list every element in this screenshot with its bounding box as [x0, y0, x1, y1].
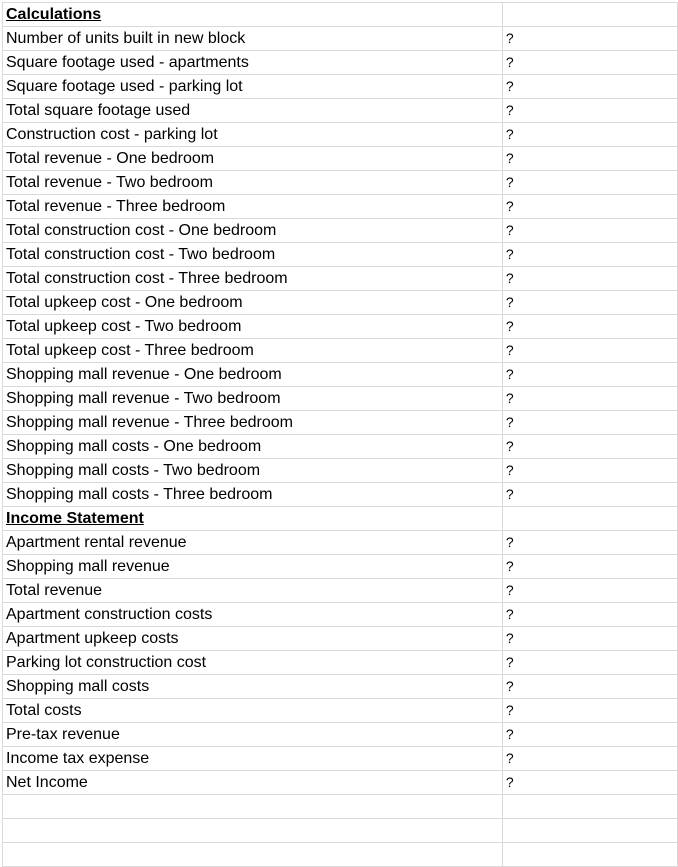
- value-cell[interactable]: ?: [502, 435, 677, 459]
- value-cell[interactable]: ?: [502, 99, 677, 123]
- table-row: [3, 27, 678, 51]
- table-row: [3, 195, 678, 219]
- table-row: [3, 99, 678, 123]
- value-cell[interactable]: ?: [502, 195, 677, 219]
- label-cell[interactable]: [3, 795, 503, 819]
- value-cell[interactable]: ?: [502, 651, 677, 675]
- table-row: [3, 843, 678, 867]
- value-cell[interactable]: ?: [502, 531, 677, 555]
- value-cell[interactable]: ?: [502, 387, 677, 411]
- section-heading-cell[interactable]: Calculations: [3, 3, 503, 27]
- label-cell[interactable]: Total construction cost - One bedroom: [3, 219, 503, 243]
- table-row: [3, 123, 678, 147]
- table-row: [3, 459, 678, 483]
- section-heading-cell[interactable]: Income Statement: [3, 507, 503, 531]
- value-cell[interactable]: ?: [502, 363, 677, 387]
- spreadsheet-grid: [2, 2, 678, 867]
- value-cell[interactable]: ?: [502, 603, 677, 627]
- table-row: [3, 819, 678, 843]
- label-cell[interactable]: Number of units built in new block: [3, 27, 503, 51]
- value-cell[interactable]: [502, 819, 677, 843]
- label-cell[interactable]: Total construction cost - Two bedroom: [3, 243, 503, 267]
- table-row: [3, 747, 678, 771]
- table-row: [3, 723, 678, 747]
- value-cell[interactable]: [502, 3, 677, 27]
- label-cell[interactable]: Parking lot construction cost: [3, 651, 503, 675]
- value-cell[interactable]: ?: [502, 747, 677, 771]
- label-cell[interactable]: Net Income: [3, 771, 503, 795]
- value-cell[interactable]: ?: [502, 27, 677, 51]
- table-row: [3, 219, 678, 243]
- label-cell[interactable]: Apartment construction costs: [3, 603, 503, 627]
- table-row: [3, 315, 678, 339]
- value-cell[interactable]: ?: [502, 339, 677, 363]
- table-row: [3, 387, 678, 411]
- value-cell[interactable]: ?: [502, 147, 677, 171]
- label-cell[interactable]: Square footage used - apartments: [3, 51, 503, 75]
- label-cell[interactable]: Shopping mall revenue - Three bedroom: [3, 411, 503, 435]
- table-row: [3, 411, 678, 435]
- table-row: [3, 483, 678, 507]
- label-cell[interactable]: Total costs: [3, 699, 503, 723]
- value-cell[interactable]: ?: [502, 699, 677, 723]
- table-row: [3, 675, 678, 699]
- table-row: [3, 555, 678, 579]
- value-cell[interactable]: ?: [502, 123, 677, 147]
- label-cell[interactable]: Apartment rental revenue: [3, 531, 503, 555]
- value-cell[interactable]: ?: [502, 219, 677, 243]
- table-row: [3, 699, 678, 723]
- value-cell[interactable]: ?: [502, 243, 677, 267]
- label-cell[interactable]: Shopping mall costs: [3, 675, 503, 699]
- label-cell[interactable]: Total construction cost - Three bedroom: [3, 267, 503, 291]
- value-cell[interactable]: ?: [502, 315, 677, 339]
- table-row: [3, 51, 678, 75]
- value-cell[interactable]: ?: [502, 555, 677, 579]
- label-cell[interactable]: Total upkeep cost - Three bedroom: [3, 339, 503, 363]
- value-cell[interactable]: ?: [502, 579, 677, 603]
- table-row: [3, 603, 678, 627]
- label-cell[interactable]: [3, 843, 503, 867]
- label-cell[interactable]: Total upkeep cost - One bedroom: [3, 291, 503, 315]
- label-cell[interactable]: Total revenue - Three bedroom: [3, 195, 503, 219]
- value-cell[interactable]: [502, 795, 677, 819]
- section-header-row: [3, 3, 678, 27]
- table-row: [3, 771, 678, 795]
- table-row: [3, 171, 678, 195]
- label-cell[interactable]: Total square footage used: [3, 99, 503, 123]
- table-row: [3, 267, 678, 291]
- label-cell[interactable]: Shopping mall costs - Two bedroom: [3, 459, 503, 483]
- value-cell[interactable]: ?: [502, 171, 677, 195]
- label-cell[interactable]: Shopping mall costs - One bedroom: [3, 435, 503, 459]
- value-cell[interactable]: ?: [502, 483, 677, 507]
- table-row: [3, 363, 678, 387]
- label-cell[interactable]: Apartment upkeep costs: [3, 627, 503, 651]
- label-cell[interactable]: Square footage used - parking lot: [3, 75, 503, 99]
- table-row: [3, 243, 678, 267]
- label-cell[interactable]: Pre-tax revenue: [3, 723, 503, 747]
- value-cell[interactable]: ?: [502, 75, 677, 99]
- table-row: [3, 579, 678, 603]
- value-cell[interactable]: ?: [502, 267, 677, 291]
- section-header-row: [3, 507, 678, 531]
- value-cell[interactable]: [502, 843, 677, 867]
- value-cell[interactable]: ?: [502, 411, 677, 435]
- label-cell[interactable]: Shopping mall revenue - One bedroom: [3, 363, 503, 387]
- label-cell[interactable]: Total upkeep cost - Two bedroom: [3, 315, 503, 339]
- label-cell[interactable]: Total revenue - One bedroom: [3, 147, 503, 171]
- table-row: [3, 531, 678, 555]
- label-cell[interactable]: [3, 819, 503, 843]
- table-row: [3, 147, 678, 171]
- value-cell[interactable]: ?: [502, 459, 677, 483]
- value-cell[interactable]: [502, 507, 677, 531]
- table-row: [3, 75, 678, 99]
- spreadsheet-body: [3, 3, 678, 867]
- value-cell[interactable]: ?: [502, 723, 677, 747]
- value-cell[interactable]: ?: [502, 627, 677, 651]
- table-row: [3, 651, 678, 675]
- label-cell[interactable]: Construction cost - parking lot: [3, 123, 503, 147]
- label-cell[interactable]: Shopping mall revenue - Two bedroom: [3, 387, 503, 411]
- label-cell[interactable]: Total revenue: [3, 579, 503, 603]
- value-cell[interactable]: ?: [502, 51, 677, 75]
- table-row: [3, 339, 678, 363]
- table-row: [3, 627, 678, 651]
- label-cell[interactable]: Total revenue - Two bedroom: [3, 171, 503, 195]
- label-cell[interactable]: Shopping mall revenue: [3, 555, 503, 579]
- value-cell[interactable]: ?: [502, 291, 677, 315]
- table-row: [3, 291, 678, 315]
- label-cell[interactable]: Income tax expense: [3, 747, 503, 771]
- table-row: [3, 795, 678, 819]
- table-row: [3, 435, 678, 459]
- label-cell[interactable]: Shopping mall costs - Three bedroom: [3, 483, 503, 507]
- value-cell[interactable]: ?: [502, 771, 677, 795]
- value-cell[interactable]: ?: [502, 675, 677, 699]
